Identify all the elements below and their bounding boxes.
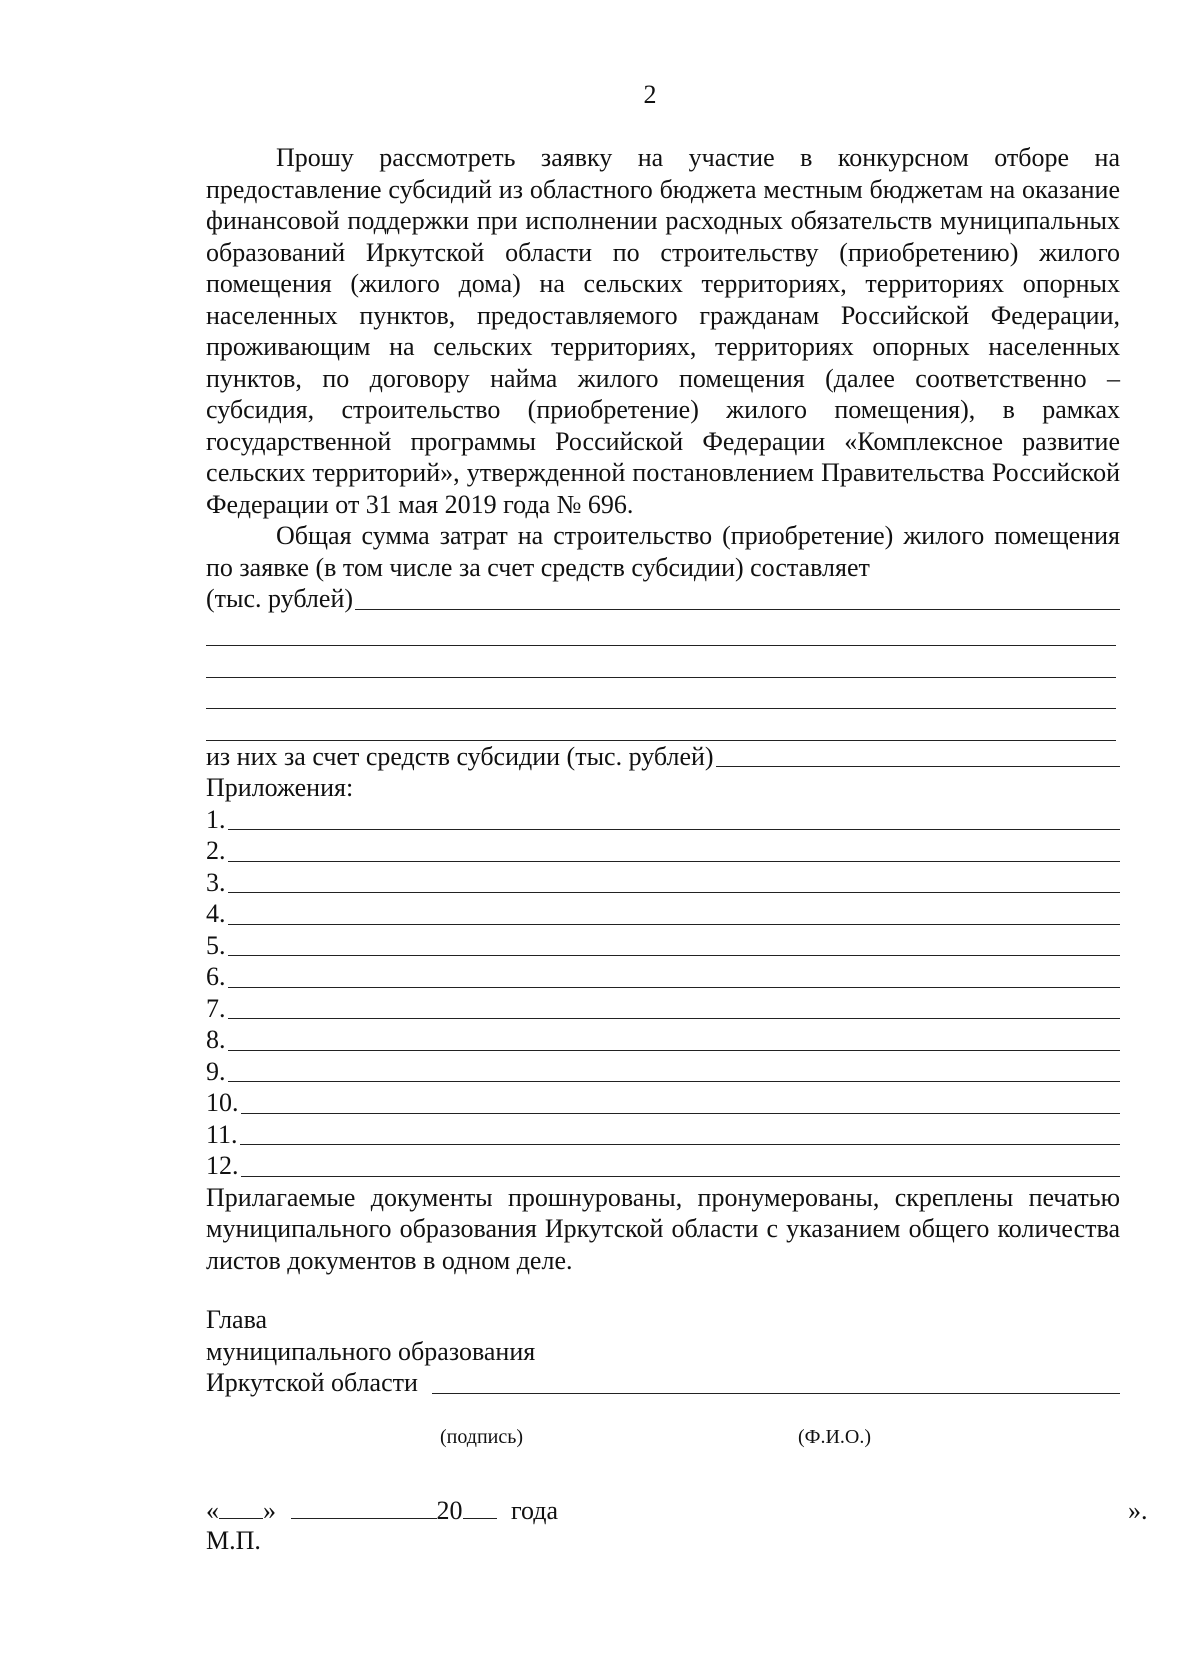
spacer (206, 1276, 1120, 1304)
attachment-field[interactable] (241, 1176, 1121, 1177)
signature-line-3 (206, 1367, 1120, 1399)
attachment-item (206, 1024, 1120, 1056)
attachment-field[interactable] (228, 987, 1121, 988)
attachment-field[interactable] (228, 955, 1121, 956)
attachment-number: 12. (206, 1151, 239, 1180)
total-cost-field[interactable] (355, 609, 1120, 610)
attachment-item (206, 1056, 1120, 1088)
total-cost-label: (тыс. рублей) (206, 584, 354, 613)
attachments-heading: Приложения: (206, 773, 354, 802)
date-close-quote: » (263, 1496, 276, 1525)
total-cost-extra-line[interactable] (206, 615, 1116, 647)
total-cost-paragraph: Общая сумма затрат на строительство (приобретение) жилого помещения по заявке (в том числе за счет средств субсидии) составляет (206, 521, 1120, 582)
attachment-field[interactable] (228, 829, 1121, 830)
attachment-number: 1. (206, 804, 226, 834)
attachment-field[interactable] (228, 892, 1121, 893)
attachments-heading-row (206, 772, 1120, 804)
subsidy-row (206, 741, 1120, 773)
date-year-word: года (511, 1496, 559, 1525)
attachment-number: 9. (206, 1056, 226, 1086)
signature-line-1 (206, 1304, 1120, 1336)
attachment-field[interactable] (228, 1081, 1121, 1082)
total-cost-row (206, 583, 1120, 615)
signature-caption: (подпись) (440, 1426, 524, 1448)
attachment-item (206, 867, 1120, 899)
page-number: 2 (643, 80, 657, 109)
total-cost-extra-line[interactable] (206, 646, 1116, 678)
attachment-field[interactable] (240, 1144, 1120, 1145)
date-line (206, 1496, 558, 1526)
attachment-number: 10. (206, 1088, 239, 1117)
attachment-item (206, 898, 1120, 930)
subsidy-label: из них за счет средств субсидии (тыс. рублей) (206, 741, 714, 771)
attachment-field[interactable] (228, 1018, 1121, 1019)
attachments-list (206, 804, 1120, 1182)
name-caption: (Ф.И.О.) (798, 1426, 872, 1448)
attachment-number: 2. (206, 836, 226, 865)
attachment-item (206, 804, 1120, 836)
attachment-field[interactable] (228, 1050, 1121, 1051)
total-cost-extra-line[interactable] (206, 678, 1116, 710)
attachment-number: 11. (206, 1119, 238, 1149)
document-body (206, 142, 1120, 1399)
attachment-item (206, 1119, 1120, 1151)
attachment-item (206, 930, 1120, 962)
attachment-item (206, 835, 1120, 867)
signature-line-2 (206, 1336, 1120, 1368)
signature-region: Иркутской области (206, 1368, 418, 1397)
date-month-field[interactable] (291, 1496, 437, 1519)
signature-field[interactable] (432, 1393, 1120, 1394)
attachment-number: 8. (206, 1025, 226, 1054)
attachment-number: 6. (206, 962, 226, 991)
date-year-prefix: 20 (436, 1496, 463, 1525)
signature-org: муниципального образования (206, 1336, 536, 1366)
attachment-item (206, 1150, 1120, 1182)
date-day-field[interactable] (219, 1496, 263, 1519)
stamp-place: М.П. (206, 1526, 261, 1555)
subsidy-field[interactable] (716, 766, 1120, 767)
date-open-quote: « (206, 1496, 219, 1525)
closing-quote: ». (1128, 1496, 1148, 1525)
attachment-field[interactable] (241, 1113, 1121, 1114)
binding-note-paragraph: Прилагаемые документы прошнурованы, пронумерованы, скреплены печатью муниципального образования Иркутской области с указанием общего количества листов документов в одном деле. (206, 1182, 1120, 1275)
attachment-field[interactable] (228, 861, 1121, 862)
total-cost-extra-line[interactable] (206, 709, 1116, 741)
attachment-number: 3. (206, 867, 226, 897)
attachment-number: 4. (206, 899, 226, 928)
attachment-item (206, 961, 1120, 993)
attachment-number: 5. (206, 930, 226, 960)
date-year-field[interactable] (463, 1496, 497, 1519)
request-paragraph: Прошу рассмотреть заявку на участие в конкурсном отборе на предоставление субсидий из областного бюджета местным бюджетам на оказание финансовой поддержки при исполнении расходных обязательств муниципальных образований Иркутской области по строительству (приобретению) жилого помещения (жилого дома) на сельских территориях, территориях опорных населенных пунктов, предоставляемого гражданам Российской Федерации, проживающим на сельских территориях, территориях опорных населенных пунктов, по договору найма жилого помещения (далее соответственно – субсидия, строительство (приобретение) жилого помещения), в рамках государственной программы Российской Федерации «Комплексное развитие сельских территорий», утвержденной постановлением Правительства Российской Федерации от 31 мая 2019 года № 696. (206, 143, 1120, 519)
attachment-item (206, 1087, 1120, 1119)
attachment-field[interactable] (228, 924, 1121, 925)
attachment-item (206, 993, 1120, 1025)
attachment-number: 7. (206, 993, 226, 1023)
signature-title: Глава (206, 1305, 268, 1334)
